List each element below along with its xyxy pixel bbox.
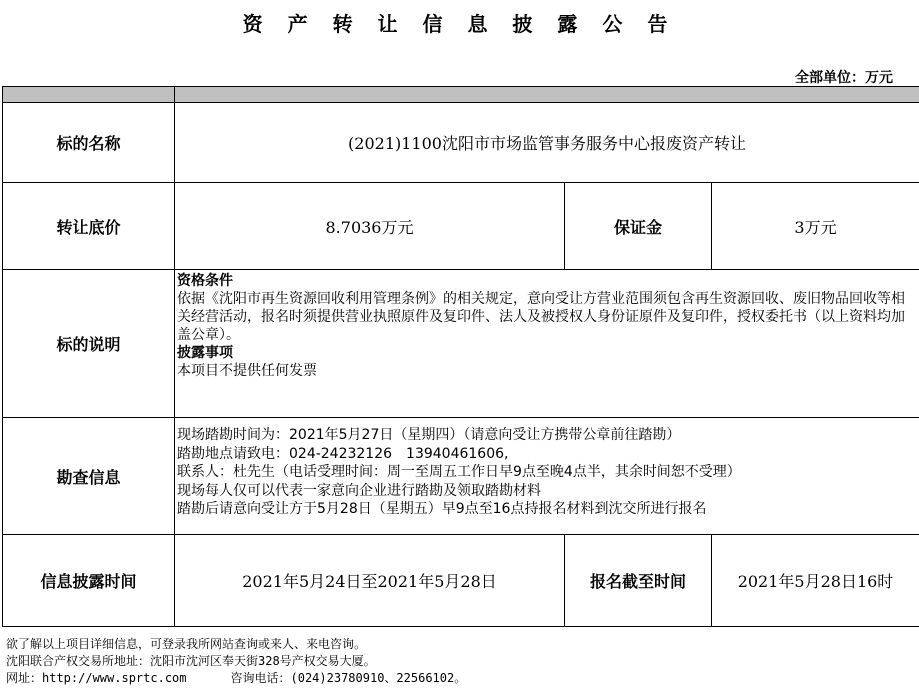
disclosure-heading: 披露事项 (177, 345, 233, 361)
disclosure-time-label: 信息披露时间 (3, 535, 175, 627)
inspection-line: 踏勘后请意向受让方于5月28日（星期五）早9点至16点持报名材料到沈交所进行报名 (177, 501, 707, 517)
qualification-heading: 资格条件 (177, 273, 233, 289)
row-price (3, 183, 919, 270)
row-name (3, 103, 919, 183)
deposit-value: 3万元 (712, 183, 919, 270)
name-label: 标的名称 (3, 103, 175, 183)
deadline-value: 2021年5月28日16时 (712, 535, 919, 627)
footer-line-2: 沈阳联合产权交易所地址：沈阳市沈河区奉天街328号产权交易大厦。 (6, 654, 376, 668)
inspection-content (175, 418, 919, 535)
consult-phone: 咨询电话：(024)23780910、22566102。 (230, 671, 467, 685)
row-inspection (3, 418, 919, 535)
price-label: 转让底价 (3, 183, 175, 270)
inspection-line: 现场踏勘时间为：2021年5月27日（星期四）（请意向受让方携带公章前往踏勘） (177, 427, 681, 443)
header-bar (3, 87, 919, 103)
disclosure-time-value: 2021年5月24日至2021年5月28日 (175, 535, 565, 627)
footer (6, 636, 466, 687)
inspection-label: 勘查信息 (3, 418, 175, 535)
name-value: (2021)1100沈阳市市场监管事务服务中心报废资产转让 (175, 103, 919, 183)
deadline-label: 报名截至时间 (565, 535, 712, 627)
deposit-label: 保证金 (565, 183, 712, 270)
inspection-line: 踏勘地点请致电：024-24232126 13940461606, (177, 445, 509, 462)
footer-line-3 (6, 670, 466, 687)
disclosure-text: 本项目不提供任何发票 (177, 363, 317, 379)
inspection-line: 现场每人仅可以代表一家意向企业进行踏勘及领取踏勘材料 (177, 482, 541, 499)
row-time (3, 535, 919, 627)
description-label: 标的说明 (3, 270, 175, 418)
footer-line-1: 欲了解以上项目详细信息，可登录我所网站查询或来人、来电咨询。 (6, 637, 367, 651)
website-link[interactable]: 网址：http://www.sprtc.com (6, 671, 187, 685)
unit-note: 全部单位：万元 (795, 70, 893, 86)
price-value: 8.7036万元 (175, 183, 565, 270)
inspection-line: 联系人：杜先生（电话受理时间：周一至周五工作日早9点至晚4点半，其余时间恕不受理） (177, 464, 741, 480)
page-title: 资 产 转 让 信 息 披 露 公 告 (242, 12, 677, 36)
row-description (3, 270, 919, 418)
qualification-text: 依据《沈阳市再生资源回收利用管理条例》的相关规定，意向受让方营业范围须包含再生资源回收、废旧物品回收等相关经营活动，报名时须提供营业执照原件及复印件、法人及被授权人身份证原件及复印件，授权委托书（以上资料均加盖公章）。 (177, 291, 905, 343)
announcement-table (2, 86, 919, 627)
description-content (175, 270, 919, 418)
